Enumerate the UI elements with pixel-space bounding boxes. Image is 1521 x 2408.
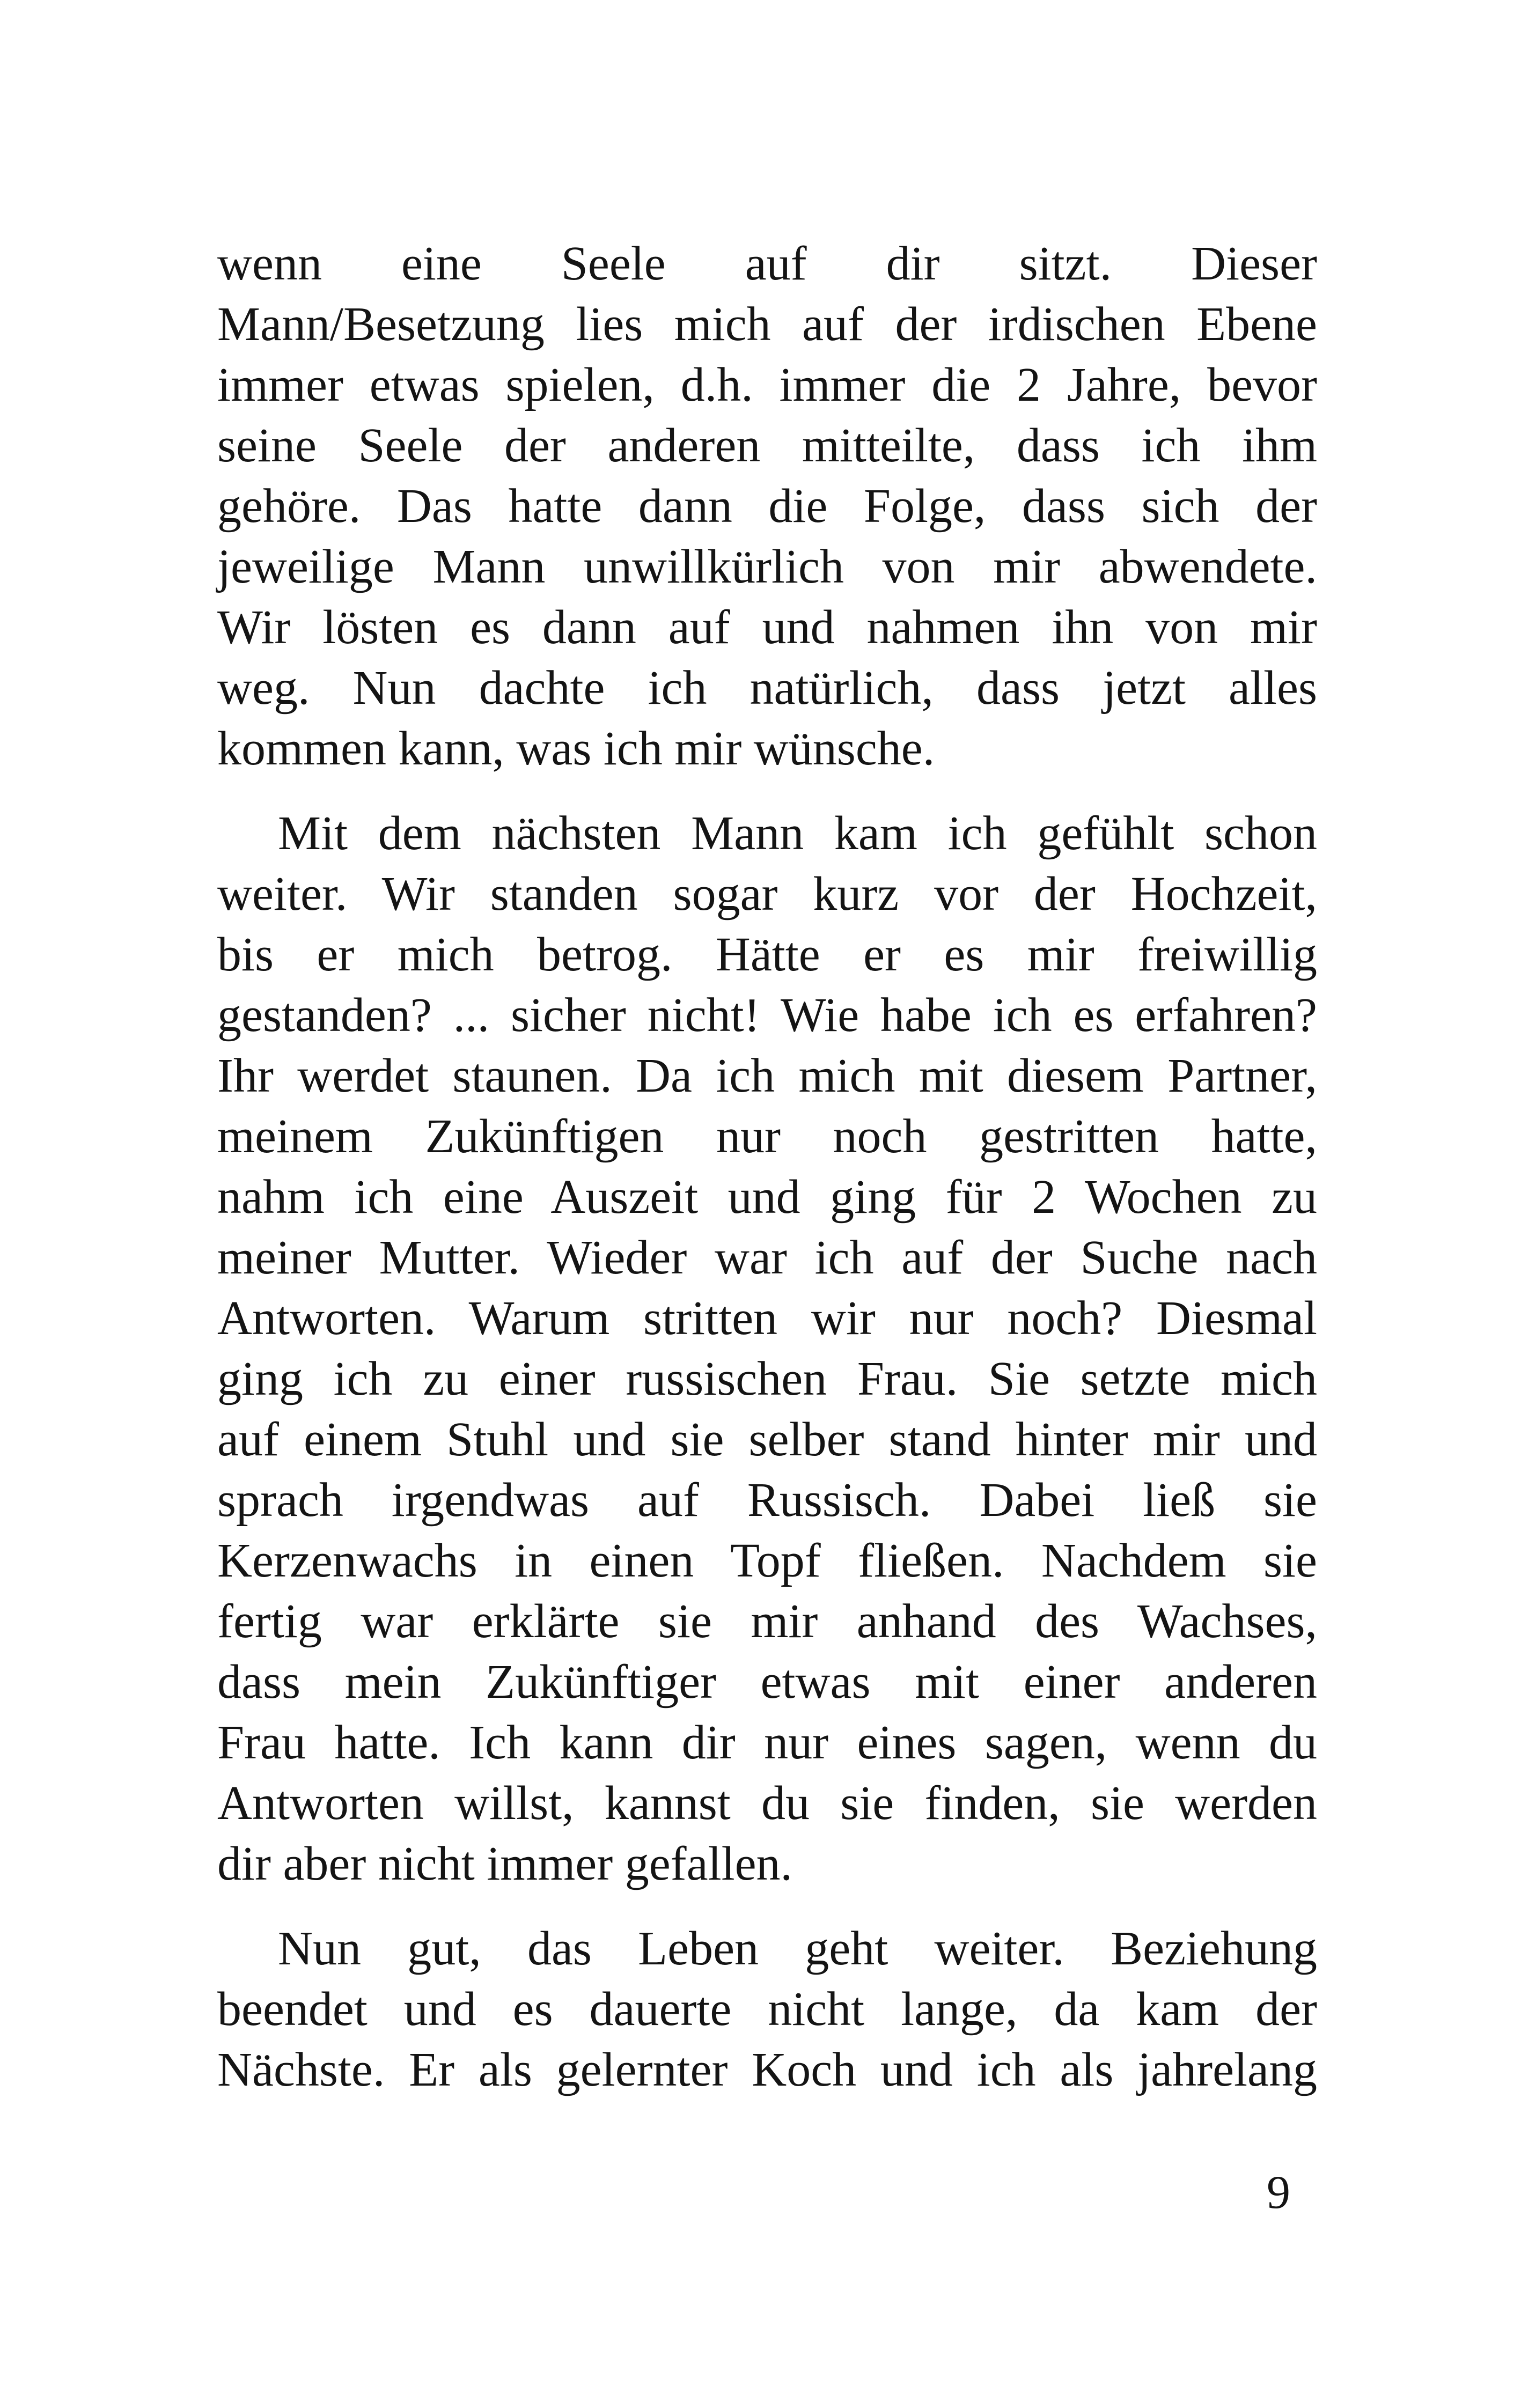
body-text	[217, 233, 1317, 2100]
text-line: immer etwas spielen, d.h. immer die 2 Jahre, bevor	[217, 358, 1317, 411]
text-line: kommen kann, was ich mir wünsche.	[217, 722, 935, 775]
text-line: meiner Mutter. Wieder war ich auf der Suche nach	[217, 1231, 1317, 1284]
text-line: Mit dem nächsten Mann kam ich gefühlt schon	[278, 807, 1317, 860]
text-line: Frau hatte. Ich kann dir nur eines sagen, wenn du	[217, 1716, 1317, 1769]
text-line: Kerzenwachs in einen Topf fließen. Nachdem sie	[217, 1534, 1317, 1587]
text-line: gestanden? ... sicher nicht! Wie habe ich es erfahren?	[217, 989, 1317, 1042]
text-line: Ihr werdet staunen. Da ich mich mit diesem Partner,	[217, 1049, 1317, 1102]
text-line: gehöre. Das hatte dann die Folge, dass sich der	[217, 480, 1317, 533]
text-line: weg. Nun dachte ich natürlich, dass jetzt alles	[217, 661, 1317, 715]
text-line: nahm ich eine Auszeit und ging für 2 Wochen zu	[217, 1170, 1317, 1224]
text-line: Nun gut, das Leben geht weiter. Beziehung	[278, 1922, 1317, 1975]
text-line: dass mein Zukünftiger etwas mit einer anderen	[217, 1655, 1317, 1709]
text-line: bis er mich betrog. Hätte er es mir freiwillig	[217, 928, 1317, 981]
paragraph	[217, 233, 1317, 779]
paragraph	[217, 803, 1317, 1894]
text-line: sprach irgendwas auf Russisch. Dabei ließ sie	[217, 1474, 1317, 1527]
text-line: ging ich zu einer russischen Frau. Sie setzte mich	[217, 1352, 1317, 1405]
text-line: beendet und es dauerte nicht lange, da kam der	[217, 1983, 1317, 2036]
text-line: Wir lösten es dann auf und nahmen ihn von mir	[217, 601, 1317, 654]
text-line: seine Seele der anderen mitteilte, dass ich ihm	[217, 419, 1317, 472]
text-line: auf einem Stuhl und sie selber stand hinter mir und	[217, 1413, 1317, 1466]
text-line: wenn eine Seele auf dir sitzt. Dieser	[217, 237, 1317, 290]
text-line: Antworten willst, kannst du sie finden, sie werden	[217, 1777, 1317, 1830]
paragraph	[217, 1918, 1317, 2100]
text-line: Mann/Besetzung lies mich auf der irdischen Ebene	[217, 298, 1317, 351]
text-line: jeweilige Mann unwillkürlich von mir abwendete.	[217, 540, 1317, 593]
text-line: fertig war erklärte sie mir anhand des Wachses,	[217, 1595, 1317, 1648]
text-line: Nächste. Er als gelernter Koch und ich als jahrelang	[217, 2043, 1317, 2096]
text-line: Antworten. Warum stritten wir nur noch? Diesmal	[217, 1292, 1317, 1345]
text-line: weiter. Wir standen sogar kurz vor der Hochzeit,	[217, 867, 1317, 921]
text-line: meinem Zukünftigen nur noch gestritten hatte,	[217, 1110, 1317, 1163]
text-line: dir aber nicht immer gefallen.	[217, 1837, 793, 1890]
page-number: 9	[1267, 2167, 1290, 2219]
